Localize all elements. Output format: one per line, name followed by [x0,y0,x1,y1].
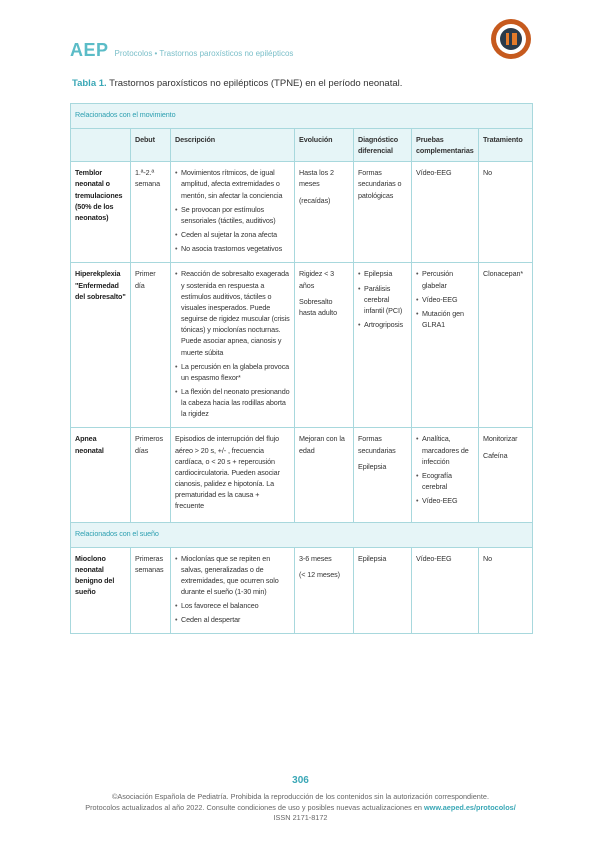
list-item: • Ecografía cerebral [416,470,474,492]
list-item: • Ceden al sujetar la zona afecta [175,229,290,240]
list-item: • Se provocan por estímulos sensoriales (táctiles, auditivos) [175,204,290,226]
list-item: • Los favorece el balanceo [175,600,290,611]
cell-list [358,268,407,330]
cell-debut: Primeros días [131,428,171,522]
column-header: Evolución [295,129,354,162]
cell-tratamiento [479,428,533,522]
footer-copyright: ©Asociación Española de Pediatría. Prohibida la reproducción de los contenidos sin la autorización correspondiente. [112,792,489,801]
cell-diagnostico [354,428,412,522]
cell-diagnostico [354,547,412,634]
cell-list [175,268,290,419]
cell-pruebas [412,547,479,634]
cell-text: No [483,168,492,178]
cell-evolucion [295,162,354,263]
footer-conditions [0,803,601,814]
table-body [71,104,533,634]
cell-text: Formas secundarias o patológicas [358,168,402,200]
footer-issn: ISSN 2171-8172 [273,813,328,823]
condition-name: Temblor neonatal o tremulaciones (50% de los neonatos) [71,162,131,263]
protocols-link[interactable]: www.aeped.es/protocolos/ [423,802,516,812]
page-footer [0,792,601,824]
cell-text: Vídeo-EEG [416,168,452,178]
list-item: • Analítica, marcadores de infección [416,433,474,466]
column-header: Diagnóstico diferencial [354,129,412,162]
section-row [71,522,533,547]
list-item: • Percusión glabelar [416,268,474,290]
cell-list [416,433,474,506]
cell-text: Episodios de interrupción del flujo aéreo > 20 s, +/- , frecuencia cardíaca, o < 20 s + repercusión cardiocirculatoria. Pueden asociar cianosis, palidez e hipotonía. La prematuridad es la causa + frecuente [175,434,280,511]
cell-descripcion [171,162,295,263]
cell-text: Clonacepan* [483,269,524,279]
breadcrumb: Protocolos • Trastornos paroxísticos no epilépticos [114,49,294,58]
cell-evolucion [295,428,354,522]
cell-pruebas [412,263,479,428]
anniversary-seal-icon [490,18,532,60]
cell-text: Epilepsia [358,461,387,471]
cell-pruebas [412,162,479,263]
cell-text: (< 12 meses) [299,569,340,579]
condition-name: Hiperekplexia "Enfermedad del sobresalto" [71,263,131,428]
cell-text: (recaídas) [299,195,331,205]
section-row [71,104,533,129]
table-label: Tabla 1. [72,78,107,89]
list-item: • Mioclonías que se repiten en salvas, generalizadas o de extremidades, que ocurren solo durante el sueño (1-30 min) [175,553,290,598]
cell-text: Formas secundarias [358,434,396,455]
cell-diagnostico [354,162,412,263]
list-item: • Parálisis cerebral infantil (PCI) [358,283,407,316]
cell-descripcion [171,263,295,428]
table-title [72,78,402,89]
cell-tratamiento [479,263,533,428]
page-header [70,40,293,61]
cell-list [175,167,290,254]
cell-list [416,268,474,330]
header-cell-empty [71,129,131,162]
cell-diagnostico [354,263,412,428]
tpne-table [70,103,533,634]
condition-name: Apnea neonatal [71,428,131,522]
table-row [71,162,533,263]
header-row [71,129,533,162]
cell-text: Sobresalto hasta adulto [299,296,337,317]
cell-text: Hasta los 2 meses [299,168,334,189]
column-header: Debut [131,129,171,162]
list-item: • Movimientos rítmicos, de igual amplitud, afecta extremidades o mentón, sin afectar la conciencia [175,167,290,200]
cell-text: No [483,553,492,563]
cell-text: 3-6 meses [299,553,332,563]
aep-logo: AEP [70,40,109,60]
cell-debut: Primeras semanas [131,547,171,634]
cell-text: Monitorizar [483,434,518,444]
footer-update-text: Protocolos actualizados al año 2022. Consulte condiciones de uso y posibles nuevas actualizaciones en [85,802,422,812]
list-item: • La percusión en la glabela provoca un espasmo flexor* [175,361,290,383]
cell-text: Mejoran con la edad [299,434,345,455]
page-number: 306 [292,775,309,786]
cell-text: Epilepsia [358,553,387,563]
list-item: • Artrogriposis [358,319,407,330]
cell-debut: 1.ª-2.ª semana [131,162,171,263]
cell-evolucion [295,547,354,634]
table-title-text: Trastornos paroxísticos no epilépticos (TPNE) en el período neonatal. [109,78,403,89]
cell-text: Vídeo-EEG [416,553,452,563]
condition-name: Mioclono neonatal benigno del sueño [71,547,131,634]
cell-descripcion [171,428,295,522]
section-label: Relacionados con el sueño [71,522,533,547]
list-item: • Vídeo-EEG [416,294,474,305]
cell-tratamiento [479,162,533,263]
table-row [71,263,533,428]
list-item: • Reacción de sobresalto exagerada y sostenida en respuesta a estímulos auditivos, táctiles o visuales inesperados. Puede seguirse de rigidez muscular (crisis tónicas) y mioclonías nocturnas. Puede asociar apnea, cianosis y muerte súbita [175,268,290,357]
column-header: Descripción [171,129,295,162]
cell-evolucion [295,263,354,428]
table-row [71,428,533,522]
cell-pruebas [412,428,479,522]
list-item: • Epilepsia [358,268,407,279]
cell-text: Cafeína [483,450,508,460]
table-row [71,547,533,634]
cell-debut: Primer día [131,263,171,428]
column-header: Tratamiento [479,129,533,162]
list-item: • Ceden al despertar [175,614,290,625]
column-header: Pruebas complementarias [412,129,479,162]
cell-text: Rigidez < 3 años [299,269,335,290]
cell-descripcion [171,547,295,634]
section-label: Relacionados con el movimiento [71,104,533,129]
list-item: • Vídeo-EEG [416,495,474,506]
list-item: • La flexión del neonato presionando la cabeza hacia las rodillas aborta la rigidez [175,386,290,419]
cell-tratamiento [479,547,533,634]
cell-list [175,553,290,626]
list-item: • Mutación gen GLRA1 [416,308,474,330]
list-item: • No asocia trastornos vegetativos [175,243,290,254]
